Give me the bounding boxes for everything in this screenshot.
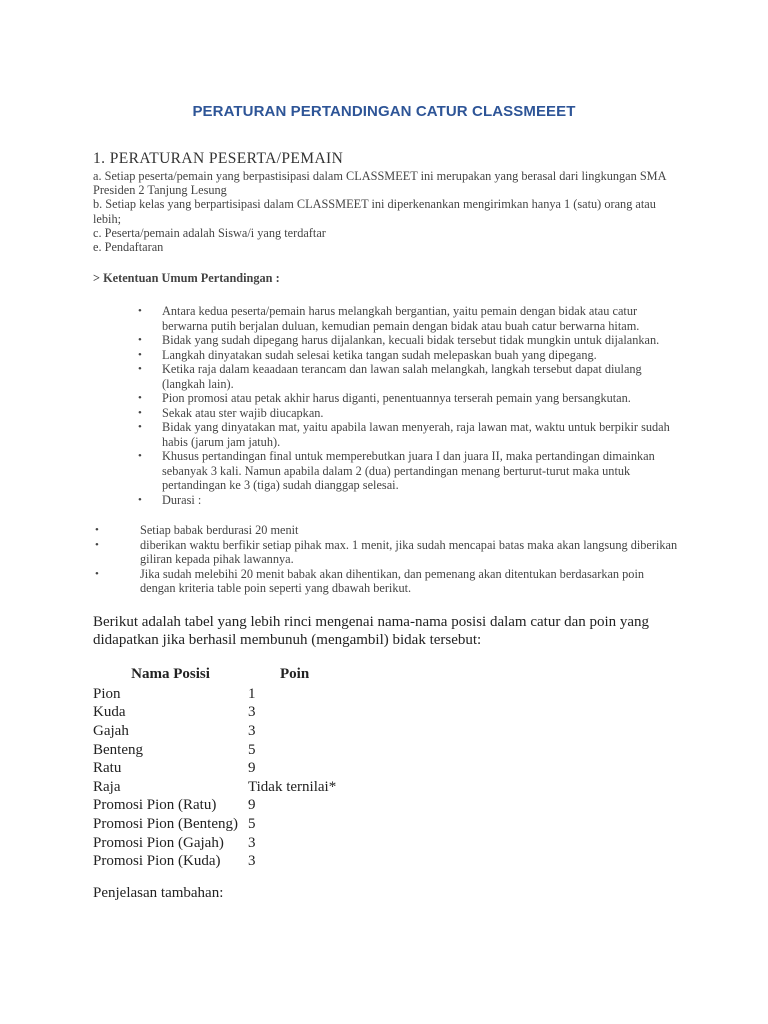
position-points: 1	[248, 685, 256, 702]
table-row	[93, 685, 480, 704]
table-row	[93, 722, 480, 741]
rule-item: c. Peserta/pemain adalah Siswa/i yang terdaftar	[93, 225, 326, 240]
list-item: • Langkah dinyatakan sudah selesai ketika tangan sudah melepaskan buah yang dipegang.	[138, 348, 678, 363]
position-points: 5	[248, 741, 256, 758]
position-points: 5	[248, 815, 256, 832]
position-name: Raja	[93, 778, 121, 795]
list-item: • Khusus pertandingan final untuk memperebutkan juara I dan juara II, maka pertandingan dimainkan sebanyak 3 kali. Namun apabila dalam 2 (dua) pertandingan menang berturut-turut maka untuk pertandingan ke 3 (tiga) sudah dianggap selesai.	[138, 449, 678, 493]
table-row	[93, 778, 480, 797]
ketentuan-heading: > Ketentuan Umum Pertandingan :	[93, 271, 280, 285]
list-item: • Bidak yang dinyatakan mat, yaitu apabila lawan menyerah, raja lawan mat, waktu untuk berpikir sudah habis (jarum jam jatuh).	[138, 420, 678, 449]
position-points: 9	[248, 760, 256, 777]
table-row	[93, 741, 480, 760]
list-item: • Antara kedua peserta/pemain harus melangkah bergantian, yaitu pemain dengan bidak atau catur berwarna putih berjalan duluan, kemudian pemain dengan bidak atau buah catur berwarna hitam.	[138, 304, 678, 333]
closing-text: Penjelasan tambahan:	[93, 885, 224, 901]
position-points: 3	[248, 722, 256, 739]
list-item: • Pion promosi atau petak akhir harus diganti, penentuannya terserah pemain yang bersangkutan.	[138, 391, 678, 406]
position-name: Promosi Pion (Gajah)	[93, 834, 224, 851]
document-title: PERATURAN PERTANDINGAN CATUR CLASSMEEET	[192, 103, 576, 120]
table-row	[93, 815, 480, 834]
position-name: Benteng	[93, 741, 143, 758]
list-item: • Sekak atau ster wajib diucapkan.	[138, 406, 678, 421]
table-row	[93, 834, 480, 853]
list-item: • Setiap babak berdurasi 20 menit	[93, 523, 678, 538]
position-name: Gajah	[93, 722, 129, 739]
position-name: Promosi Pion (Benteng)	[93, 815, 238, 832]
position-name: Promosi Pion (Kuda)	[93, 853, 221, 870]
table-row	[93, 704, 480, 723]
list-item: • Ketika raja dalam keaadaan terancam dan lawan salah melangkah, langkah tersebut dapat diulang (langkah lain).	[138, 362, 678, 391]
rule-item: b. Setiap kelas yang berpartisipasi dalam CLASSMEET ini diperkenankan mengirimkan hanya 1 (satu) orang atau lebih;	[93, 197, 656, 226]
position-points: 3	[248, 853, 256, 870]
list-item: • Bidak yang sudah dipegang harus dijalankan, kecuali bidak tersebut tidak mungkin untuk dijalankan.	[138, 333, 678, 348]
section-heading: 1. PERATURAN PESERTA/PEMAIN	[93, 150, 344, 167]
list-item: • Durasi :	[138, 493, 678, 508]
list-item: • Jika sudah melebihi 20 menit babak akan dihentikan, dan pemenang akan ditentukan berdasarkan poin dengan kriteria table poin seperti yang dbawah berikut.	[93, 567, 678, 596]
position-points: 9	[248, 797, 256, 814]
position-name: Kuda	[93, 704, 126, 721]
position-name: Ratu	[93, 760, 122, 777]
list-item: • diberikan waktu berfikir setiap pihak max. 1 menit, jika sudah mencapai batas maka akan langsung diberikan giliran kepada pihak lawannya.	[93, 538, 678, 567]
column-header-points: Poin	[280, 665, 310, 682]
table-row	[93, 759, 480, 778]
column-header-name: Nama Posisi	[131, 665, 210, 682]
position-name: Promosi Pion (Ratu)	[93, 797, 217, 814]
rule-item: a. Setiap peserta/pemain yang berpastisipasi dalam CLASSMEET ini merupakan yang berasal dari lingkungan SMA Presiden 2 Tanjung Lesung	[93, 169, 666, 198]
points-table	[93, 663, 480, 871]
rules-list	[93, 169, 678, 254]
table-intro-text: Berikut adalah tabel yang lebih rinci mengenai nama-nama posisi dalam catur dan poin yang didapatkan jika berhasil membunuh (mengambil) bidak tersebut:	[93, 614, 650, 648]
position-points: Tidak ternilai*	[248, 778, 337, 795]
rule-item: e. Pendaftaran	[93, 240, 164, 255]
general-rules-list	[138, 304, 678, 507]
table-header-row	[93, 663, 480, 685]
durasi-list	[93, 523, 678, 596]
table-row	[93, 797, 480, 816]
table-row	[93, 852, 480, 871]
position-points: 3	[248, 704, 256, 721]
position-name: Pion	[93, 685, 121, 702]
position-points: 3	[248, 834, 256, 851]
